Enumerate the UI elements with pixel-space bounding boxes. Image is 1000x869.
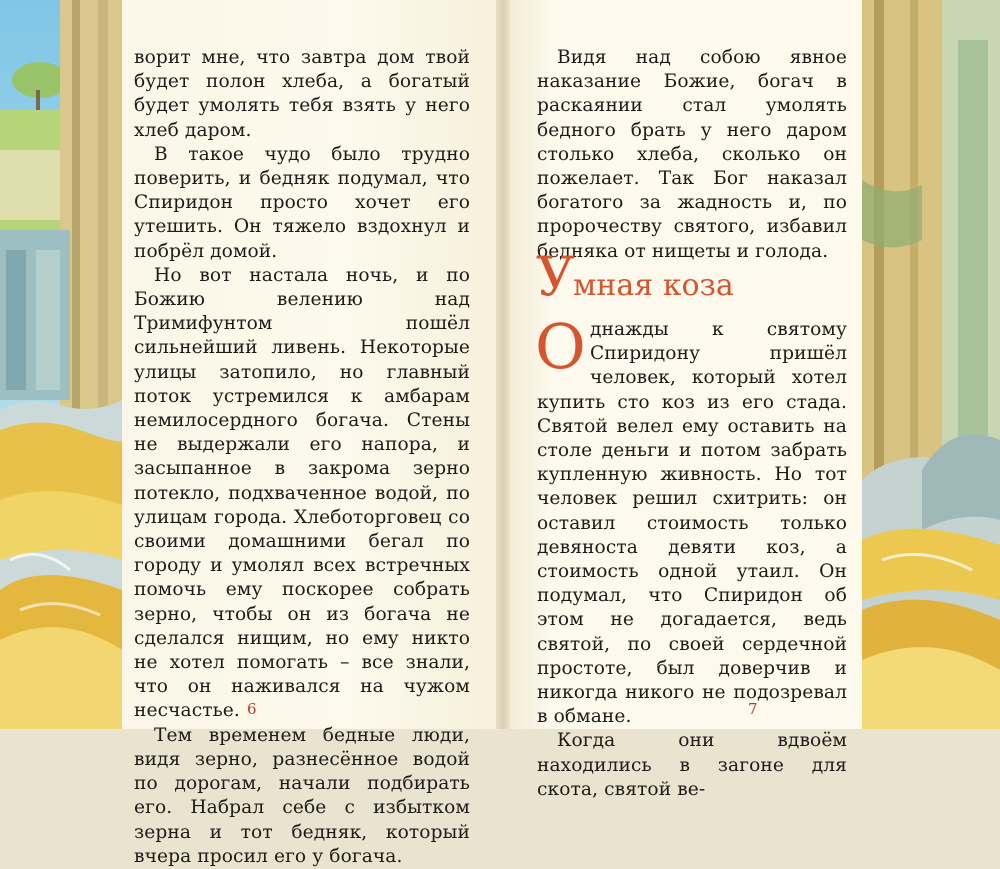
story-paragraph-text: днажды к святому Спиридону пришёл человек, который хотел купить сто коз из его стада. Святой велел ему оставить на столе деньги и потом забрать купленную живность. Но тот человек решил схитрить: он оставил стоимость только девяноста девяти коз, а стоимость одной утаил. Он подумал, что Спиридон об этом не догадается, ведь святой, по своей сердечной простоте, был доверчив и никогда никого не подозревал в обмане. bbox=[537, 319, 847, 728]
left-paragraph-3: Но вот настала ночь, и по Божию велению над Тримифунтом пошёл сильнейший ливень. Некоторые улицы затопило, но главный поток устремился к амбарам немилосердного богача. Стены не выдержали его напора, и засыпанное в закрома зерно потекло, подхваченное водой, по улицам города. Хлеботорговец со своими домашними бегал по городу и умолял всех встречных помочь ему поскорее собрать зерно, чтобы он из богача не сделался нищим, но ему никто не хотел помогать – все знали, что он наживался на чужом несчастье. bbox=[134, 264, 470, 722]
book-gutter bbox=[496, 0, 510, 729]
right-page-number: 7 bbox=[748, 700, 758, 718]
chapter-heading bbox=[536, 245, 734, 308]
heading-initial: У bbox=[536, 245, 574, 308]
left-paragraph-1: ворит мне, что завтра дом твой будет полон хлеба, а богатый будет умолять тебя взять у него хлеб даром. bbox=[134, 47, 470, 141]
right-illustration bbox=[862, 0, 1000, 729]
left-page-number: 6 bbox=[247, 700, 257, 718]
right-intro-paragraph: Видя над собою явное наказание Божие, богач в раскаянии стал умолять бедного брать у него даром столько хлеба, сколько он пожелает. Так Бог наказал богатого за жадность и, по пророчеству святого, избавил бедняка от нищеты и голода. bbox=[537, 47, 847, 262]
left-page-text bbox=[134, 46, 470, 869]
right-page-intro bbox=[537, 46, 847, 264]
drop-cap: О bbox=[535, 310, 586, 383]
heading-rest: мная коза bbox=[573, 268, 734, 303]
story-last-paragraph: Когда они вдвоём находились в загоне для скота, святой ве- bbox=[537, 730, 847, 800]
left-illustration bbox=[0, 0, 122, 729]
story-paragraph bbox=[535, 310, 847, 729]
left-paragraph-4: Тем временем бедные люди, видя зерно, разнесённое водой по дорогам, начали подбирать его. Набрал себе с избытком зерна и тот бедняк, который вчера просил его у богача. bbox=[134, 724, 470, 867]
left-paragraph-2: В такое чудо было трудно поверить, и бедняк подумал, что Спиридон просто хочет его утешить. Он тяжело вздохнул и побрёл домой. bbox=[134, 143, 470, 262]
right-page-story bbox=[535, 310, 847, 802]
